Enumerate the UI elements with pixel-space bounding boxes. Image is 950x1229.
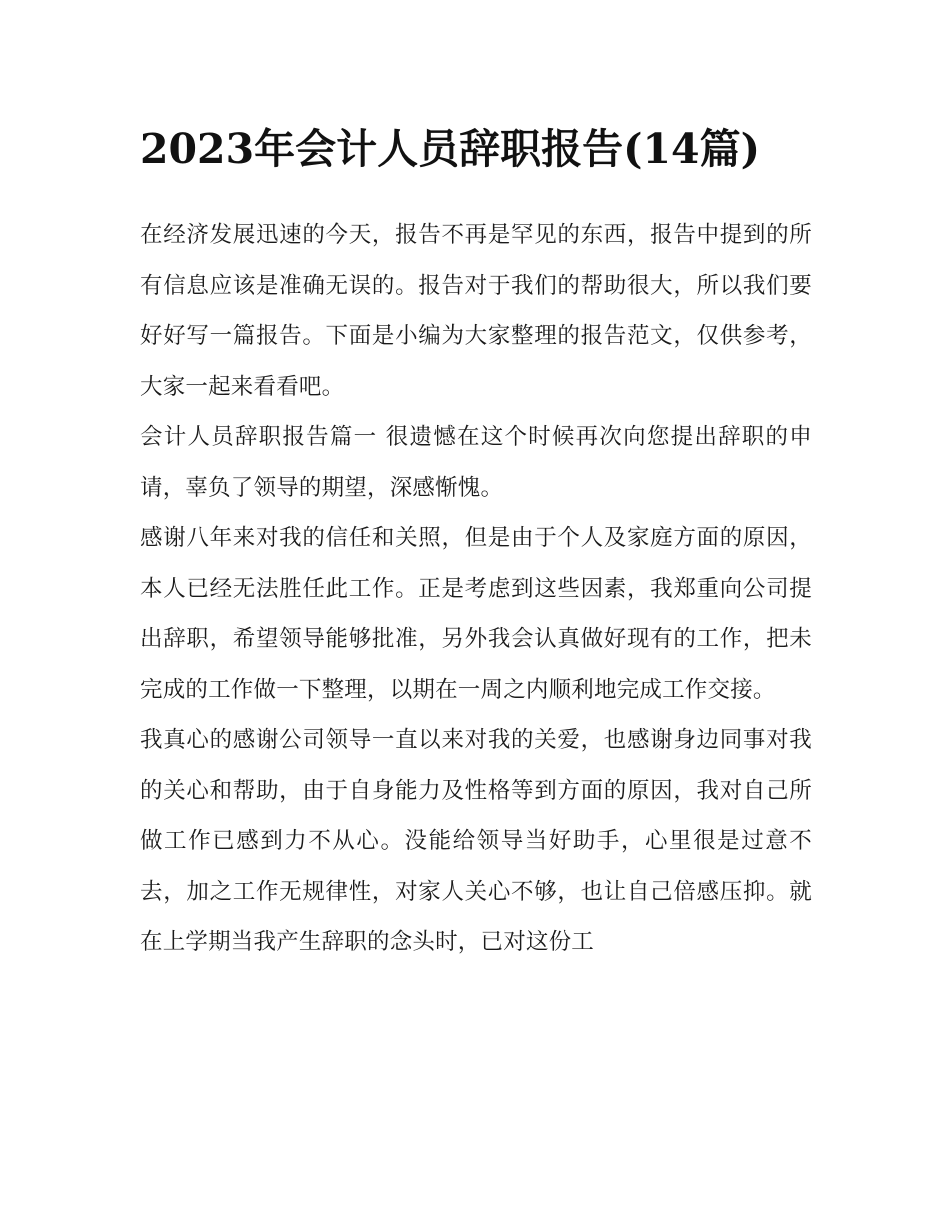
paragraph-intro: 在经济发展迅速的今天，报告不再是罕见的东西，报告中提到的所有信息应该是准确无误的。报告对于我们的帮助很大，所以我们要好好写一篇报告。下面是小编为大家整理的报告范文，仅供参考，大家一起来看看吧。 xyxy=(140,222,812,400)
document-title: 2023年会计人员辞职报告(14篇) xyxy=(140,125,760,173)
paragraph-letter-opening: 会计人员辞职报告篇一 很遗憾在这个时候再次向您提出辞职的申请，辜负了领导的期望，深感惭愧。 xyxy=(140,424,812,501)
document-body xyxy=(140,210,812,968)
document-content xyxy=(140,118,812,968)
paragraph-personal-reason: 我真心的感谢公司领导一直以来对我的关爱，也感谢身边同事对我的关心和帮助，由于自身能力及性格等到方面的原因，我对自己所做工作已感到力不从心。没能给领导当好助手，心里很是过意不去，加之工作无规律性，对家人关心不够，也让自己倍感压抑。就在上学期当我产生辞职的念头时，已对这份工 xyxy=(140,727,812,955)
paragraph-gratitude-reason: 感谢八年来对我的信任和关照，但是由于个人及家庭方面的原因，本人已经无法胜任此工作。正是考虑到这些因素，我郑重向公司提出辞职，希望领导能够批准，另外我会认真做好现有的工作，把未完成的工作做一下整理，以期在一周之内顺利地完成工作交接。 xyxy=(140,525,812,703)
